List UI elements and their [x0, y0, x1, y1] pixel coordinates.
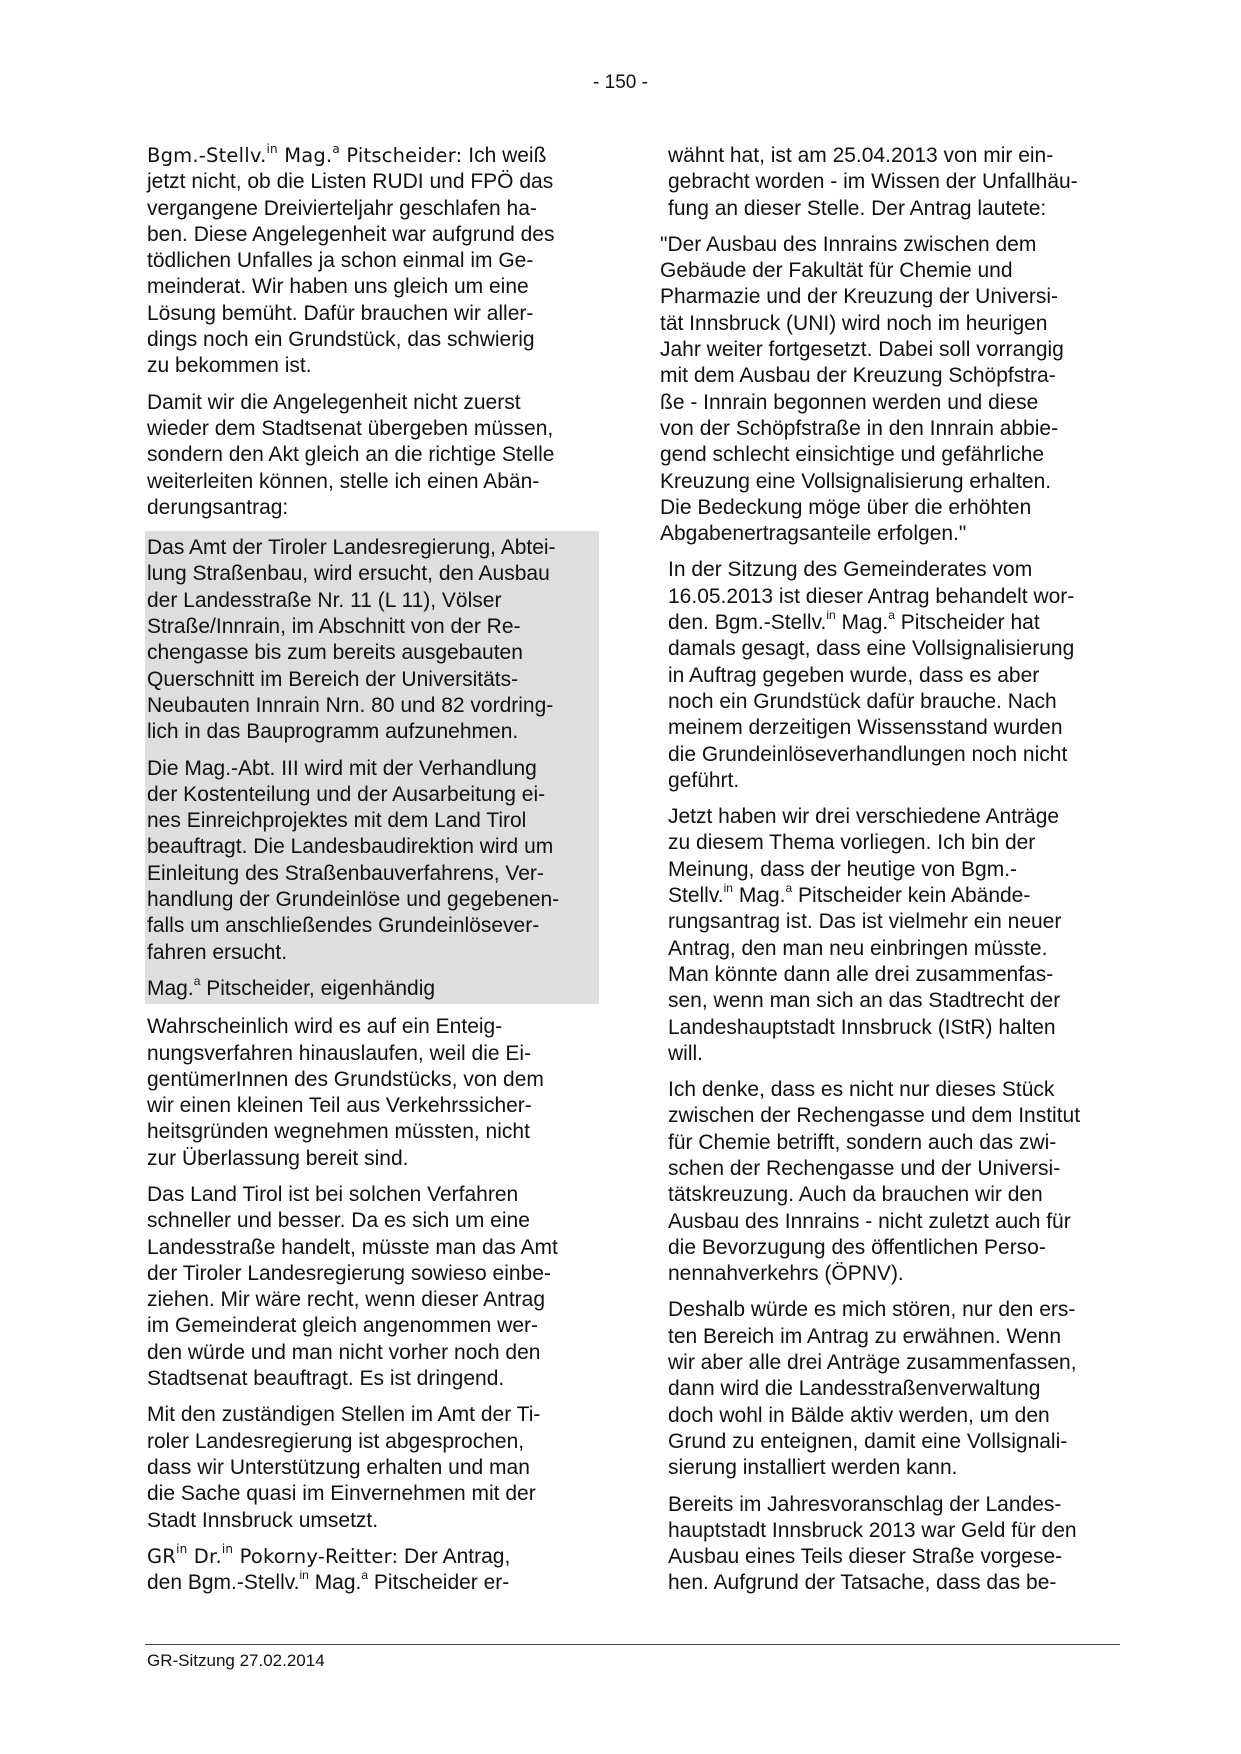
- paragraph: Das Land Tirol ist bei solchen Verfahren schneller und besser. Da es sich um eine Landesstraße handelt, müsste man das Amt der Tiroler Landesregierung sowieso einbe- ziehen. Mir wäre recht, wenn dieser Antrag im Gemeinderat gleich angenommen wer- den würde und man nicht vorher noch den Stadtsenat beauftragt. Es ist dringend.: [147, 1182, 558, 1391]
- speaker-name: Bgm.-Stellv.$^{in}$ Mag.$^a$ Pitscheider:: [147, 141, 463, 167]
- speaker-name: $GR^{in}$ Dr.$^{in}$ Pokorny-Reitter:: [147, 1542, 399, 1568]
- quoted-motion: "Der Ausbau des Innrains zwischen dem Gebäude der Fakultät für Chemie und Pharmazie und der Kreuzung der Universi- tät Innsbruck (UNI) wird noch im heurigen Jahr weiter fortgesetzt. Dabei soll vorrangig mit dem Ausbau der Kreuzung Schöpfstra- ße - Innrain begonnen werden und diese von der Schöpfstraße in den Innrain abbie- gend schlecht einsichtige und gefährliche Kreuzung eine Vollsignalisierung erhalten. Die Bedeckung möge über die erhöhten Abgabenertragsanteile erfolgen.": [660, 232, 1064, 546]
- motion-box: [145, 531, 599, 1004]
- paragraph: Jetzt haben wir drei verschiedene Anträge zu diesem Thema vorliegen. Ich bin der Meinung, dass der heutige von Bgm.- Stellv.$^{in}$ Mag.$^a$ Pitscheider kein Abände- rungsantrag ist. Das ist vielmehr ein neuer Antrag, den man neu einbringen müsste. Man könnte dann alle drei zusammenfas- sen, wenn man sich an das Stadtrecht der Landeshauptstadt Innsbruck (IStR) halten will.: [668, 805, 1062, 1065]
- right-column: [660, 143, 1128, 1607]
- left-column: [147, 143, 597, 1606]
- paragraph: Bereits im Jahresvoranschlag der Landes- hauptstadt Innsbruck 2013 war Geld für den Ausbau eines Teils dieser Straße vorgese- hen. Aufgrund der Tatsache, dass das be-: [668, 1492, 1077, 1595]
- paragraph-speaker-pitscheider: Bgm.-Stellv.$^{in}$ Mag.$^a$ Pitscheider: Ich weiß jetzt nicht, ob die Listen RUDI und FPÖ das vergangene Dreivierteljahr geschlafen ha- ben. Diese Angelegenheit war aufgrund des tödlichen Unfalles ja schon einmal im Ge- meinderat. Wir haben uns gleich um eine Lösung bemüht. Dafür brauchen wir aller- dings noch ein Grundstück, das schwierig zu bekommen ist.: [147, 141, 555, 378]
- motion-paragraph: Das Amt der Tiroler Landesregierung, Abtei- lung Straßenbau, wird ersucht, den Ausbau der Landesstraße Nr. 11 (L 11), Völser Straße/Innrain, im Abschnitt von der Re- chengasse bis zum bereits ausgebauten Querschnitt im Bereich der Universitäts- Neubauten Innrain Nrn. 80 und 82 vordring- lich in das Bauprogramm aufzunehmen.: [147, 536, 556, 744]
- paragraph: Mit den zuständigen Stellen im Amt der Ti- roler Landesregierung ist abgesprochen, dass wir Unterstützung erhalten und man die Sache quasi im Einvernehmen mit der Stadt Innsbruck umsetzt.: [147, 1403, 541, 1532]
- paragraph: Ich denke, dass es nicht nur dieses Stück zwischen der Rechengasse und dem Institut für Chemie betrifft, sondern auch das zwi- schen der Rechengasse und der Universi- tätskreuzung. Auch da brauchen wir den Ausbau des Innrains - nicht zuletzt auch für die Bevorzugung des öffentlichen Perso- nennahverkehrs (ÖPNV).: [668, 1078, 1081, 1286]
- footer-session-date: GR-Sitzung 27.02.2014: [147, 1651, 325, 1670]
- paragraph: Wahrscheinlich wird es auf ein Enteig- nungsverfahren hinauslaufen, weil die Ei- gentümerInnen des Grundstücks, von dem wir einen kleinen Teil aus Verkehrssicher- heitsgründen wegnehmen müssten, nicht zur Überlassung bereit sind.: [147, 1015, 544, 1170]
- footer-divider: [145, 1644, 1120, 1645]
- motion-signature: Mag.$^a$ Pitscheider, eigenhändig: [147, 973, 436, 1000]
- motion-paragraph: Die Mag.-Abt. III wird mit der Verhandlung der Kostenteilung und der Ausarbeitung ei- nes Einreichprojektes mit dem Land Tirol beauftragt. Die Landesbaudirektion wird um Einleitung des Straßenbauverfahrens, Ver- handlung der Grundeinlöse und gegebenen- falls um anschließendes Grundeinlösever- fahren ersucht.: [147, 756, 560, 964]
- paragraph-speaker-pokorny-reitter: $GR^{in}$ Dr.$^{in}$ Pokorny-Reitter: Der Antrag, den Bgm.-Stellv.$^{in}$ Mag.$^a$ Pitscheider er-: [147, 1542, 511, 1595]
- paragraph: Damit wir die Angelegenheit nicht zuerst wieder dem Stadtsenat übergeben müssen, sondern den Akt gleich an die richtige Stelle weiterleiten können, stelle ich einen Abän- derungsantrag:: [147, 390, 555, 519]
- paragraph: In der Sitzung des Gemeinderates vom 16.05.2013 ist dieser Antrag behandelt wor- den. Bgm.-Stellv.$^{in}$ Mag.$^a$ Pitscheider hat damals gesagt, dass eine Vollsignalisierung in Auftrag gegeben wurde, dass es aber noch ein Grundstück dafür brauche. Nach meinem derzeitigen Wissensstand wurden die Grundeinlöseverhandlungen noch nicht geführt.: [668, 558, 1075, 792]
- paragraph: wähnt hat, ist am 25.04.2013 von mir ein- gebracht worden - im Wissen der Unfallhäu- fung an dieser Stelle. Der Antrag lautete:: [668, 144, 1078, 220]
- paragraph: Deshalb würde es mich stören, nur den ers- ten Bereich im Antrag zu erwähnen. Wenn wir aber alle drei Anträge zusammenfassen, dann wird die Landesstraßenverwaltung doch wohl in Bälde aktiv werden, um den Grund zu enteignen, damit eine Vollsignali- sierung installiert werden kann.: [668, 1298, 1077, 1480]
- page-number: - 150 -: [593, 72, 648, 93]
